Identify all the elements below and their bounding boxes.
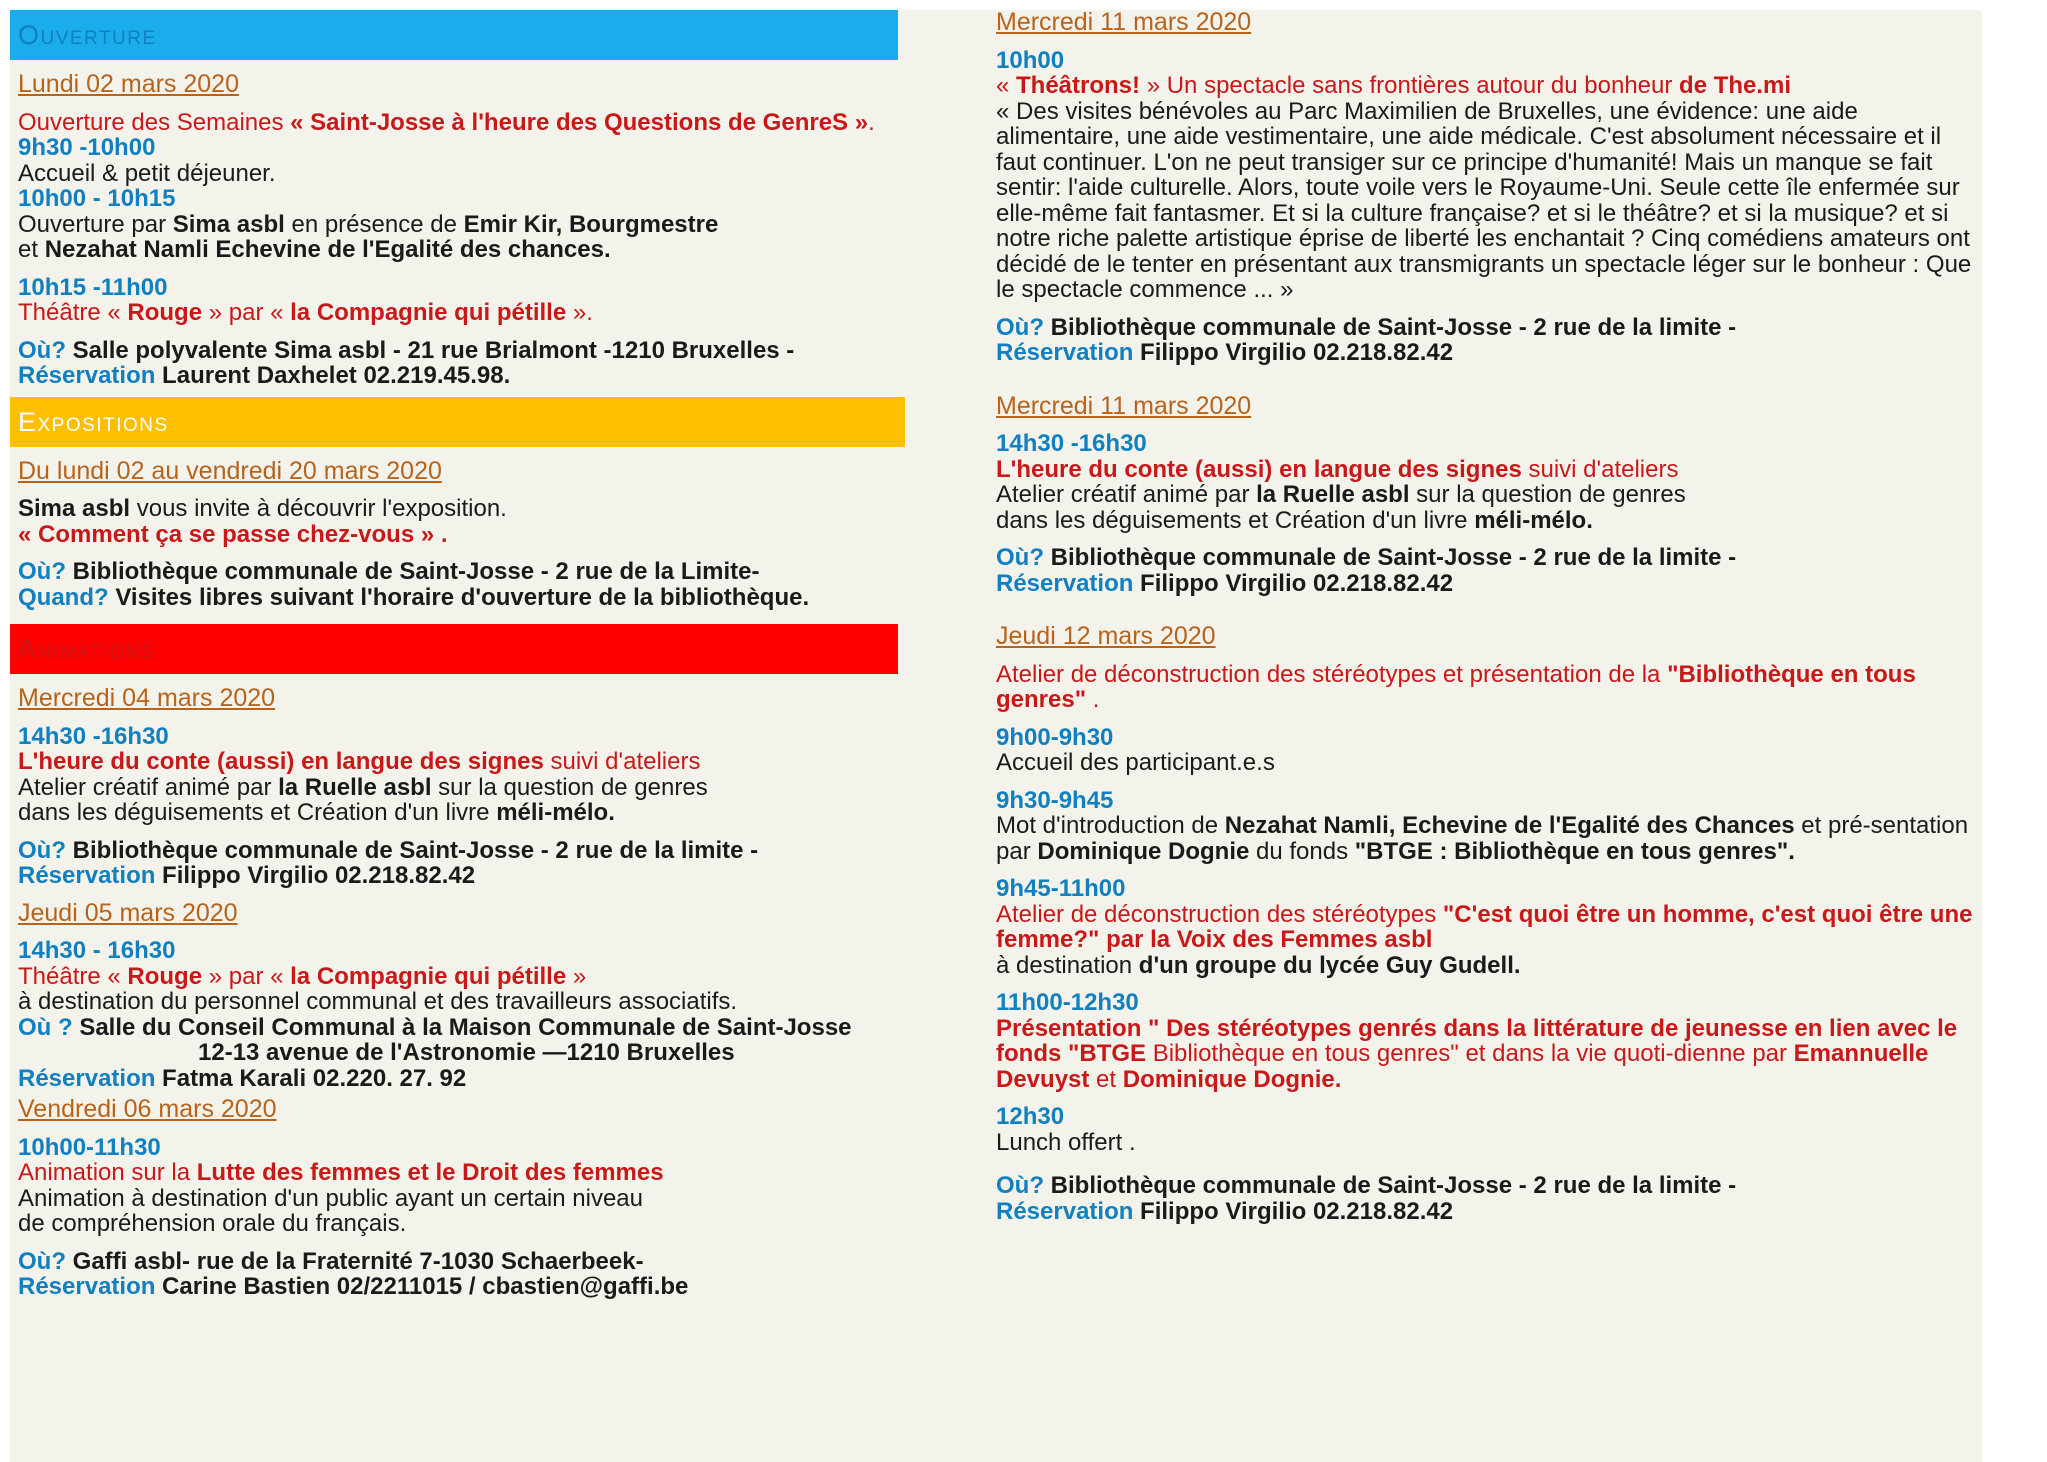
event-date: Jeudi 12 mars 2020 xyxy=(996,622,1216,650)
event-description: « Des visites bénévoles au Parc Maximilien de Bruxelles, une évidence: une aide alimentaire, une aide vestimentaire, une aide médicale. C'est absolument nécessaire et il faut continuer. L'on ne peut transiger sur ce principe d'humanité! Mais un manque se fait sentir: l'aide culturelle. Alors, toute voile vers le Royaume-Uni. Seule cette île enfermée sur elle-même fait fantasmer. Et si la culture française? et si le théâtre? et si la musique? et si notre riche palette artistique éprise de liberté les enchantait ? Cinq comédiens amateurs ont décidé de le tenter en présentant aux transmigrants un spectacle léger sur le bonheur : Que le spectacle commence ... » xyxy=(996,97,1972,303)
event-date: Mercredi 04 mars 2020 xyxy=(18,684,276,712)
section-header-animations: Animations xyxy=(10,624,898,674)
section-header-expositions: Expositions xyxy=(10,397,905,447)
event-conte: 14h30 -16h30 L'heure du conte (aussi) en langue des signes suivi d'ateliers Atelier créatif animé par la Ruelle asbl sur la question de genres dans les déguisements et Création d'un livre méli-mélo. Où? Bibliothèque communale de Saint-Josse - 2 rue de la limite - Réservation Filippo Virgilio 02.218.82.42 xyxy=(996,431,1982,596)
location-line: Où ? Salle du Conseil Communal à la Maison Communale de Saint-Josse xyxy=(18,1013,852,1041)
reservation-line: Réservation Filippo Virgilio 02.218.82.42 xyxy=(996,569,1454,597)
event-time: 9h30 -10h00 xyxy=(18,134,156,161)
location-line: Où? Gaffi asbl- rue de la Fraternité 7-1030 Schaerbeek- xyxy=(18,1247,644,1275)
event-date: Jeudi 05 mars 2020 xyxy=(18,898,238,927)
reservation-line: Réservation Filippo Virgilio 02.218.82.42 xyxy=(996,339,1454,366)
reservation-line: Réservation Fatma Karali 02.220. 27. 92 xyxy=(18,1064,467,1092)
when-line: Quand? Visites libres suivant l'horaire d'ouverture de la bibliothèque. xyxy=(18,583,810,611)
right-column xyxy=(996,10,1982,1224)
reservation-line: Réservation Filippo Virgilio 02.218.82.42 xyxy=(18,862,476,889)
event-date: Du lundi 02 au vendredi 20 mars 2020 xyxy=(18,456,442,485)
reservation-line: Réservation Carine Bastien 02/2211015 / cbastien@gaffi.be xyxy=(18,1273,689,1300)
event-date: Mercredi 11 mars 2020 xyxy=(996,8,1252,36)
location-line: Où? Bibliothèque communale de Saint-Josse - 2 rue de la limite - xyxy=(996,1172,1737,1199)
event-date: Lundi 02 mars 2020 xyxy=(18,70,239,98)
reservation-line: Réservation Laurent Daxhelet 02.219.45.98. xyxy=(18,362,511,389)
event-animation: 10h00-11h30 Animation sur la Lutte des femmes et le Droit des femmes Animation à destination d'un public ayant un certain niveau de compréhension orale du français. Où? Gaffi asbl- rue de la Fraternité 7-1030 Schaerbeek- Réservation Carine Bastien 02/2211015 / cbastien@gaffi.be xyxy=(18,1135,970,1300)
event-atelier: Atelier de déconstruction des stéréotypes et présentation de la "Bibliothèque en tous genres" . 9h00-9h30 Accueil des participant.e.s 9h30-9h45 Mot d'introduction de Nezahat Namli, Echevine de l'Egalité des Chances et pré-sentation par Dominique Dognie du fonds "BTGE : Bibliothèque en tous genres". 9h45-11h00 Atelier de déconstruction des stéréotypes "C'est quoi être un homme, c'est quoi être une femme?" par la Voix des Femmes asbl à destination d'un groupe du lycée Guy Gudell. 11h00-12h30 Présentation " Des stéréotypes genrés dans la littérature de jeunesse en lien avec le fonds "BTGE Bibliothèque en tous genres" et dans la vie quoti-dienne par Emannuelle Devuyst et Dominique Dognie. 12h30 Lunch offert . Où? Bibliothèque communale de Saint-Josse - 2 rue de la limite - Réservation Filippo Virgilio 02.218.82.42 xyxy=(996,662,1982,1225)
location-line: Où? Salle polyvalente Sima asbl - 21 rue Brialmont -1210 Bruxelles - xyxy=(18,336,795,364)
event-animation: 14h30 -16h30 L'heure du conte (aussi) en langue des signes suivi d'ateliers Atelier créatif animé par la Ruelle asbl sur la question de genres dans les déguisements et Création d'un livre méli-mélo. Où? Bibliothèque communale de Saint-Josse - 2 rue de la limite - Réservation Filippo Virgilio 02.218.82.42 xyxy=(18,724,970,889)
event-date: Mercredi 11 mars 2020 xyxy=(996,391,1252,420)
event-exposition: Sima asbl vous invite à découvrir l'exposition. « Comment ça se passe chez-vous » . Où? Bibliothèque communale de Saint-Josse - 2 rue de la Limite- Quand? Visites libres suivant l'horaire d'ouverture de la bibliothèque. xyxy=(18,496,970,610)
location-line: Où? Bibliothèque communale de Saint-Josse - 2 rue de la Limite- xyxy=(18,558,760,585)
flyer-page xyxy=(10,10,1982,1462)
event-ouverture: Ouverture des Semaines « Saint-Josse à l'heure des Questions de GenreS ». 9h30 -10h00 Accueil & petit déjeuner. 10h00 - 10h15 Ouverture par Sima asbl en présence de Emir Kir, Bourgmestre et Nezahat Namli Echevine de l'Egalité des chances. 10h15 -11h00 Théâtre « Rouge » par « la Compagnie qui pétille ». Où? Salle polyvalente Sima asbl - 21 rue Brialmont -1210 Bruxelles - Réservation Laurent Daxhelet 02.219.45.98. xyxy=(18,110,970,389)
event-time: 10h15 -11h00 xyxy=(18,273,168,301)
location-line: Où? Bibliothèque communale de Saint-Josse - 2 rue de la limite - xyxy=(996,313,1737,341)
event-animation: 14h30 - 16h30 Théâtre « Rouge » par « la Compagnie qui pétille » à destination du personnel communal et des travailleurs associatifs. Où ? Salle du Conseil Communal à la Maison Communale de Saint-Josse 12-13 avenue de l'Astronomie —1210 Bruxelles Réservation Fatma Karali 02.220. 27. 92 xyxy=(18,938,970,1091)
event-time: 10h00 - 10h15 xyxy=(18,185,176,212)
location-line: Où? Bibliothèque communale de Saint-Josse - 2 rue de la limite - xyxy=(996,544,1737,571)
reservation-line: Réservation Filippo Virgilio 02.218.82.42 xyxy=(996,1197,1454,1225)
event-theatrons: 10h00 « Théâtrons! » Un spectacle sans frontières autour du bonheur de The.mi « Des visites bénévoles au Parc Maximilien de Bruxelles, une évidence: une aide alimentaire, une aide vestimentaire, une aide médicale. C'est absolument nécessaire et il faut continuer. L'on ne peut transiger sur ce principe d'humanité! Mais un manque se fait sentir: l'aide culturelle. Alors, toute voile vers le Royaume-Uni. Seule cette île enfermée sur elle-même fait fantasmer. Et si la culture française? et si le théâtre? et si la musique? et si notre riche palette artistique éprise de liberté les enchantait ? Cinq comédiens amateurs ont décidé de le tenter en présentant aux transmigrants un spectacle léger sur le bonheur : Que le spectacle commence ... » Où? Bibliothèque communale de Saint-Josse - 2 rue de la limite - Réservation Filippo Virgilio 02.218.82.42 xyxy=(996,48,1982,366)
left-column xyxy=(10,10,970,1300)
section-header-ouverture: Ouverture xyxy=(10,10,898,60)
location-line: Où? Bibliothèque communale de Saint-Josse - 2 rue de la limite - xyxy=(18,836,759,864)
event-date: Vendredi 06 mars 2020 xyxy=(18,1095,277,1123)
